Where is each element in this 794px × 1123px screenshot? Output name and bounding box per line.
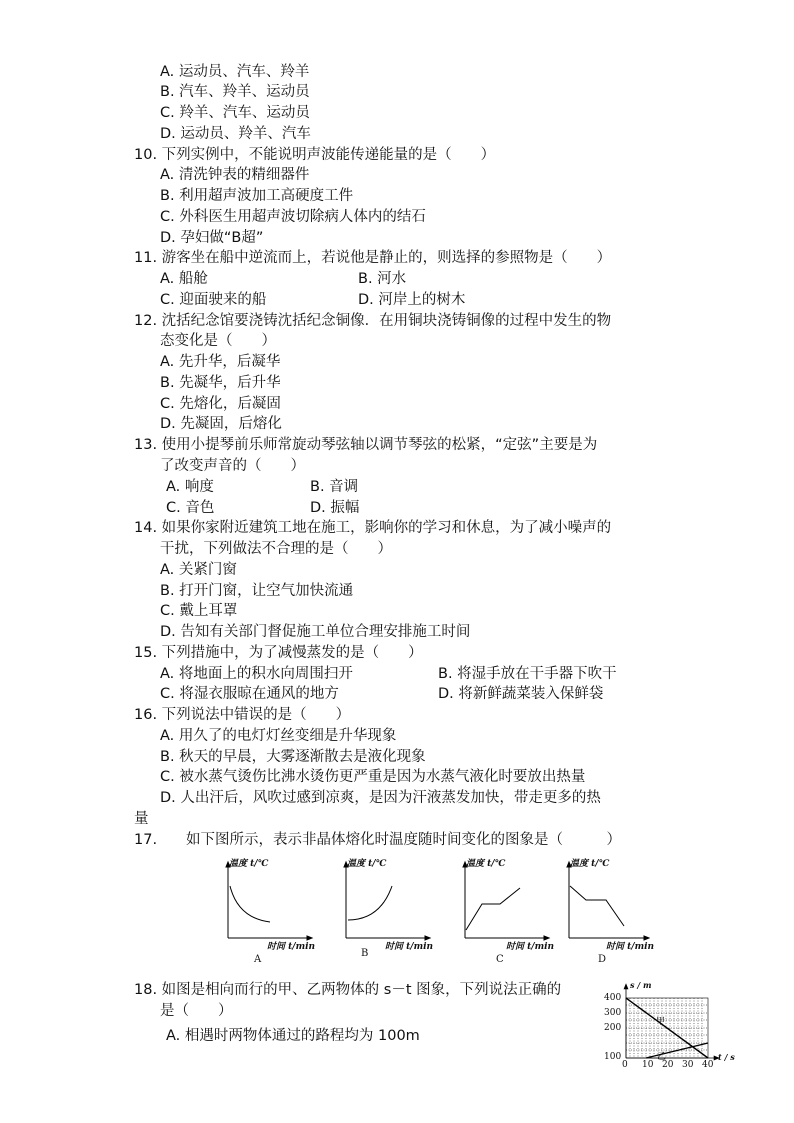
- option-14b: B. 打开门窗，让空气加快流通: [160, 583, 354, 599]
- question-14-cont: 干扰，下列做法不合理的是（ ）: [160, 541, 392, 557]
- graph-18-label-yi: 乙: [657, 1052, 667, 1062]
- option-16d: D. 人出汗后，风吹过感到凉爽，是因为汗液蒸发加快，带走更多的热: [160, 790, 601, 806]
- graph-d-caption: D: [598, 954, 607, 965]
- question-11: 11. 游客坐在船中逆流而上，若说他是静止的，则选择的参照物是（ ）: [134, 250, 612, 266]
- option-16d-cont: 量: [134, 811, 149, 827]
- graph-c-caption: C: [496, 954, 504, 965]
- graph-a: [226, 862, 312, 940]
- graph-c: [463, 862, 549, 940]
- option-10a: A. 清洗钟表的精细器件: [160, 167, 310, 183]
- graph-b: [344, 862, 430, 940]
- option-15a: A. 将地面上的积水向周围扫开: [160, 666, 353, 682]
- graph-d-ylabel: 温度 t/℃: [570, 859, 610, 869]
- option-13d: D. 振幅: [310, 500, 360, 516]
- option-12c: C. 先熔化，后凝固: [160, 396, 281, 412]
- graph-18-ytick-200: 200: [604, 1023, 622, 1033]
- graph-d-xlabel: 时间 t/min: [606, 942, 655, 952]
- question-13: 13. 使用小提琴前乐师常旋动琴弦轴以调节琴弦的松紧，“定弦”主要是为: [134, 437, 598, 453]
- option-11d: D. 河岸上的树木: [358, 292, 466, 308]
- line-jia: [626, 998, 708, 1058]
- option-10d: D. 孕妇做“B超”: [160, 230, 264, 246]
- option-11b: B. 河水: [358, 271, 407, 287]
- option-9a: A. 运动员、汽车、羚羊: [160, 64, 310, 80]
- option-12b: B. 先凝华，后升华: [160, 375, 281, 391]
- graph-18-ytick-400: 400: [604, 993, 622, 1003]
- option-15b: B. 将湿手放在干手器下吹干: [438, 666, 617, 682]
- graph-18-xlabel: t / s: [718, 1052, 735, 1062]
- graph-b-xlabel: 时间 t/min: [385, 942, 434, 952]
- graph-c-xlabel: 时间 t/min: [506, 942, 555, 952]
- question-12-cont: 态变化是（ ）: [160, 333, 276, 349]
- option-10c: C. 外科医生用超声波切除病人体内的结石: [160, 209, 426, 225]
- option-11a: A. 船舱: [160, 271, 208, 287]
- question-12: 12. 沈括纪念馆要浇铸沈括纪念铜像．在用铜块浇铸铜像的过程中发生的物: [134, 313, 612, 329]
- option-13c: C. 音色: [166, 500, 215, 516]
- question-17: 17. 如下图所示，表示非晶体熔化时温度随时间变化的图象是（ ）: [134, 832, 622, 848]
- graph-a-ylabel: 温度 t/℃: [229, 859, 269, 869]
- option-13b: B. 音调: [310, 479, 359, 495]
- option-15c: C. 将湿衣服晾在通风的地方: [160, 686, 339, 702]
- graph-18-xtick-20: 20: [662, 1060, 674, 1070]
- graph-18: [612, 982, 732, 1062]
- graph-18-label-jia: 甲: [656, 1017, 666, 1027]
- option-9d: D. 运动员、羚羊、汽车: [160, 126, 311, 142]
- graph-18-xtick-10: 10: [642, 1060, 654, 1070]
- question-16: 16. 下列说法中错误的是（ ）: [134, 707, 351, 723]
- question-14: 14. 如果你家附近建筑工地在施工，影响你的学习和休息，为了减小噪声的: [134, 520, 612, 536]
- option-9b: B. 汽车、羚羊、运动员: [160, 84, 310, 100]
- graph-b-caption: B: [361, 948, 369, 959]
- question-15: 15. 下列措施中，为了减慢蒸发的是（ ）: [134, 645, 423, 661]
- option-11c: C. 迎面驶来的船: [160, 292, 267, 308]
- question-10: 10. 下列实例中，不能说明声波能传递能量的是（ ）: [134, 147, 496, 163]
- option-12a: A. 先升华，后凝华: [160, 354, 281, 370]
- option-10b: B. 利用超声波加工高硬度工件: [160, 188, 354, 204]
- graphs-17: [220, 856, 650, 972]
- graph-18-ylabel: s / m: [630, 980, 652, 990]
- option-15d: D. 将新鲜蔬菜装入保鲜袋: [438, 686, 604, 702]
- graph-b-ylabel: 温度 t/℃: [347, 859, 387, 869]
- option-14c: C. 戴上耳罩: [160, 603, 238, 619]
- option-9c: C. 羚羊、汽车、运动员: [160, 105, 310, 121]
- graph-18-xtick-40: 40: [702, 1060, 714, 1070]
- graph-a-caption: A: [254, 954, 262, 965]
- option-16a: A. 用久了的电灯灯丝变细是升华现象: [160, 728, 397, 744]
- option-14a: A. 关紧门窗: [160, 562, 237, 578]
- graph-d: [567, 862, 649, 940]
- graph-c-ylabel: 温度 t/℃: [466, 859, 506, 869]
- option-16b: B. 秋天的早晨，大雾逐渐散去是液化现象: [160, 749, 426, 765]
- option-16c: C. 被水蒸气烫伤比沸水烫伤更严重是因为水蒸气液化时要放出热量: [160, 769, 586, 785]
- graph-18-ytick-100: 100: [604, 1052, 622, 1062]
- option-12d: D. 先凝固，后熔化: [160, 416, 282, 432]
- graph-18-ytick-300: 300: [604, 1008, 622, 1018]
- graph-18-xtick-0: 0: [622, 1060, 628, 1070]
- option-14d: D. 告知有关部门督促施工单位合理安排施工时间: [160, 624, 471, 640]
- graph-18-xtick-30: 30: [682, 1060, 694, 1070]
- question-18: 18. 如图是相向而行的甲、乙两物体的 s－t 图象，下列说法正确的: [134, 982, 562, 998]
- option-18a: A. 相遇时两物体通过的路程均为 100m: [166, 1028, 420, 1044]
- question-13-cont: 了改变声音的（ ）: [160, 458, 305, 474]
- question-18-cont: 是（ ）: [160, 1003, 233, 1019]
- graph-a-xlabel: 时间 t/min: [267, 942, 316, 952]
- option-13a: A. 响度: [166, 479, 214, 495]
